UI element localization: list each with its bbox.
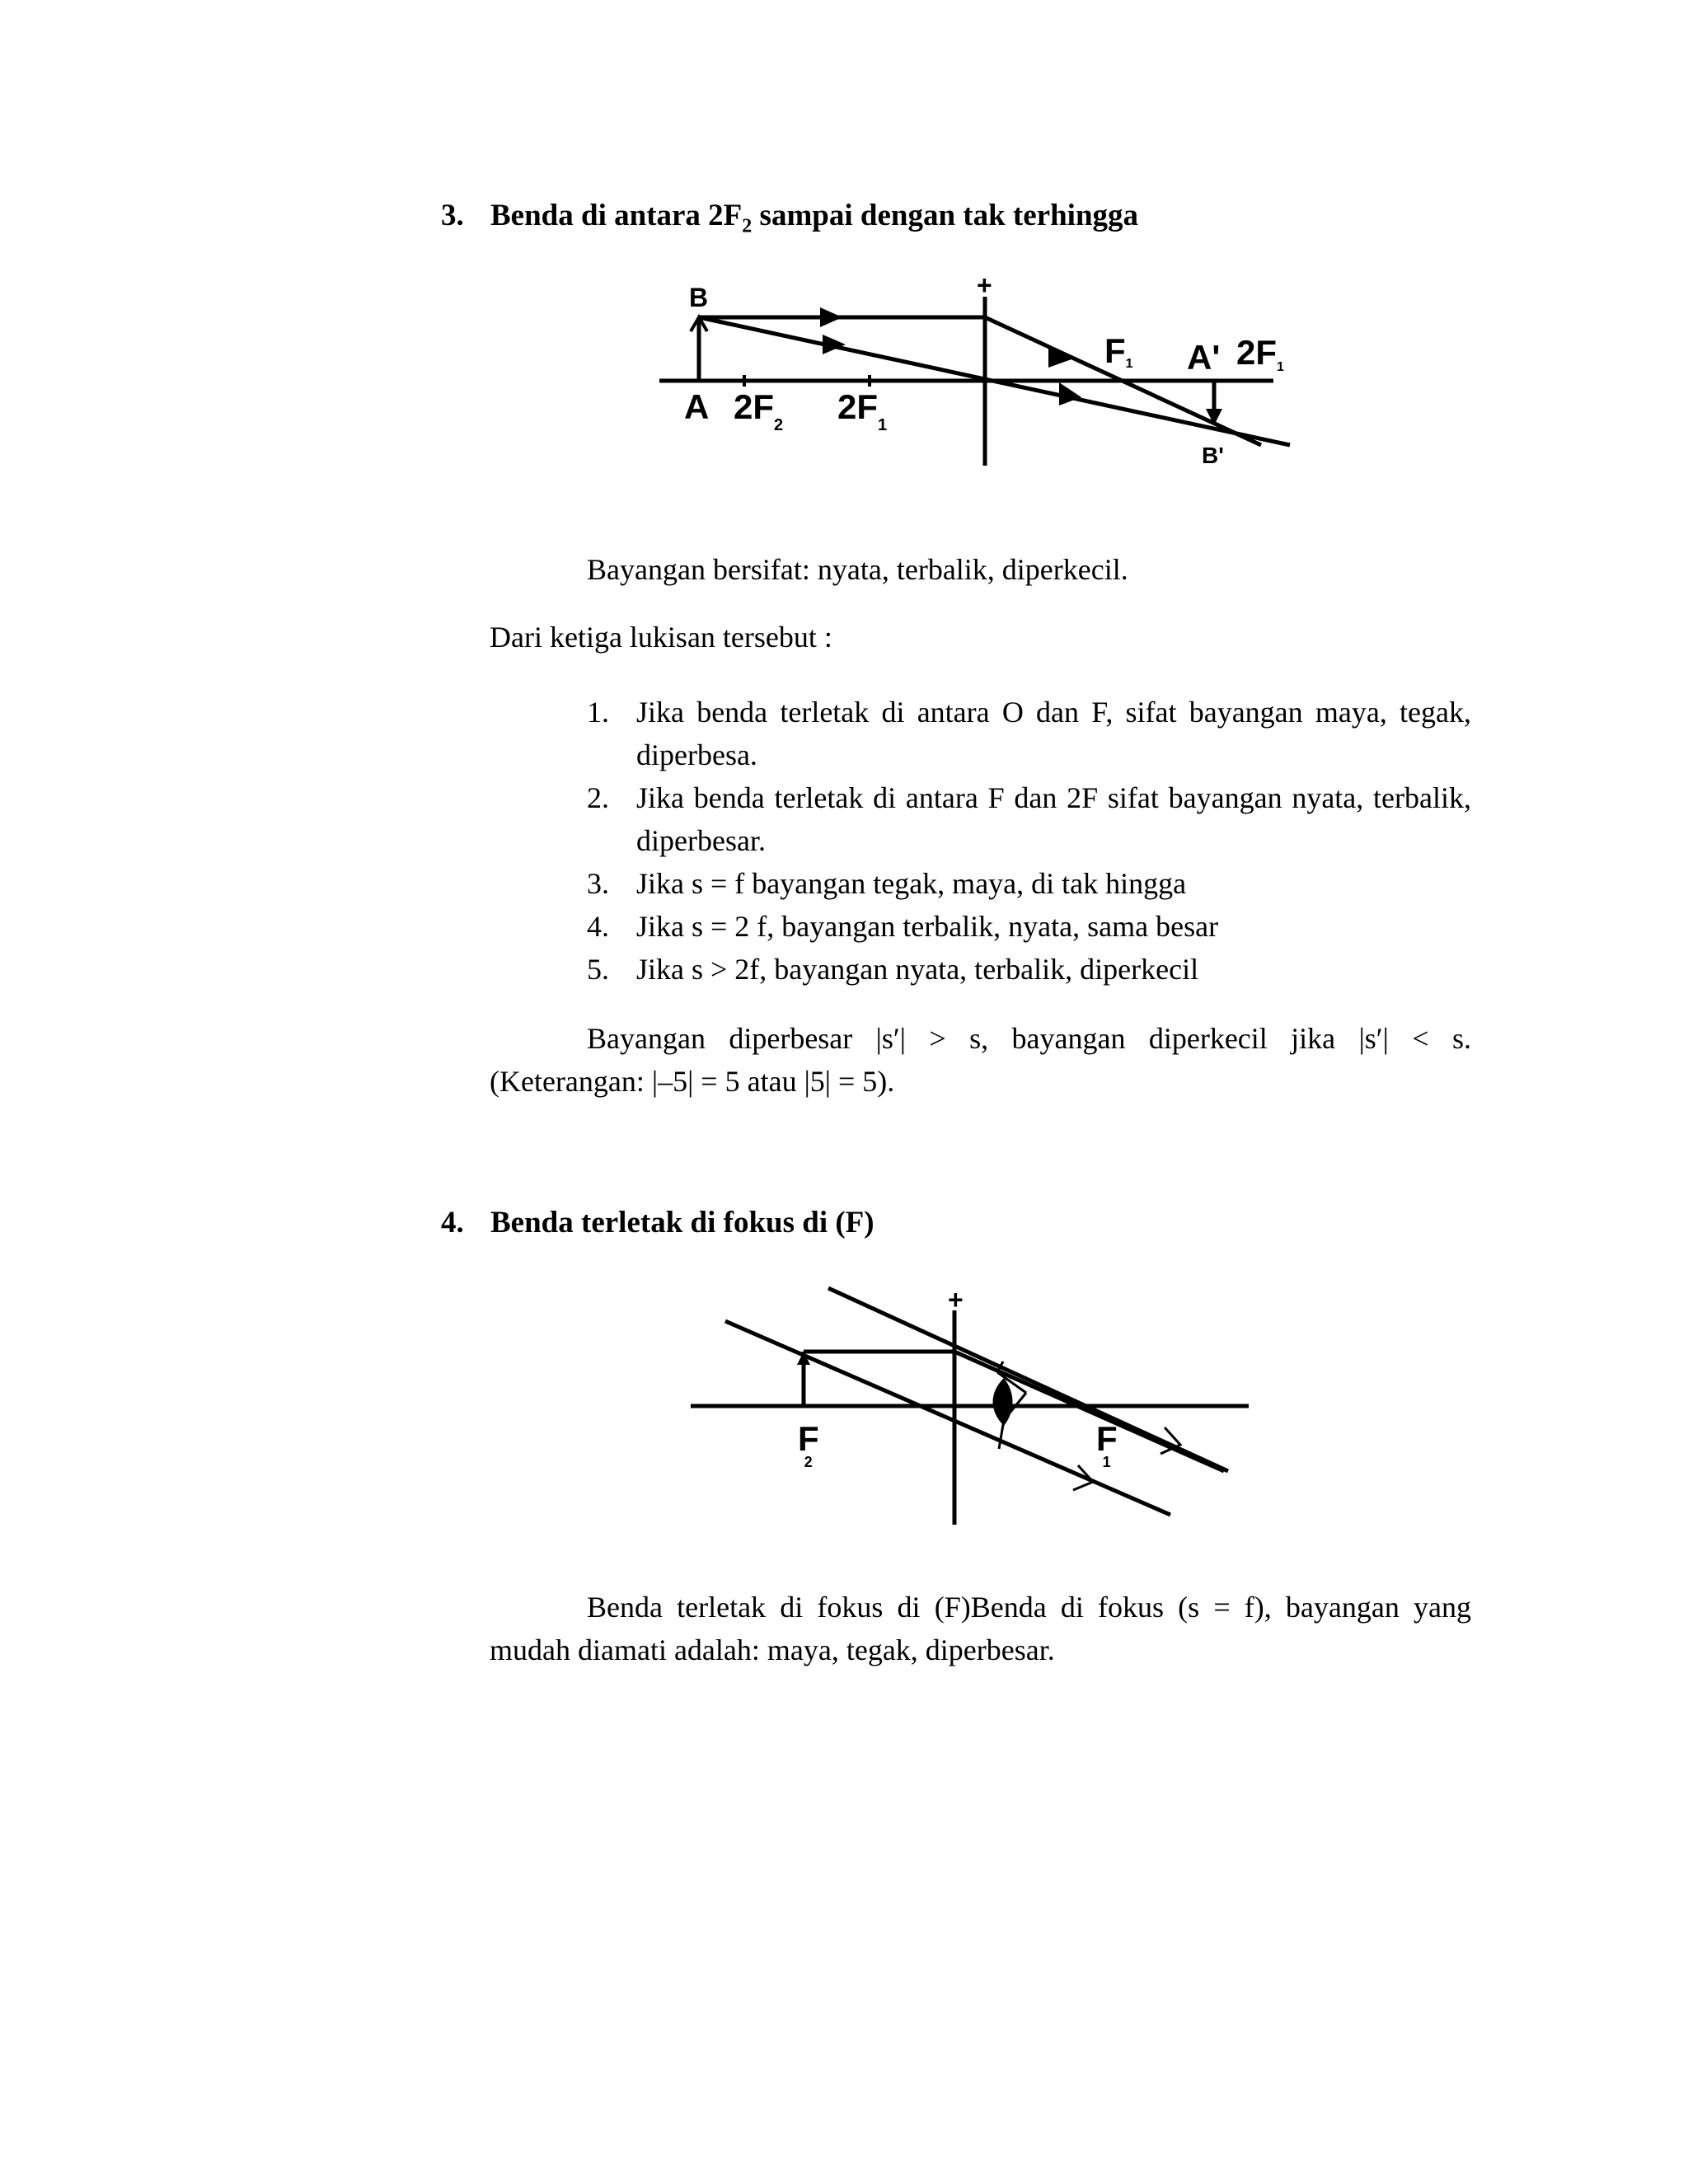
section-3-title: Benda di antara $2F_2$ sampai dengan tak terhingga bbox=[490, 199, 1139, 237]
list-item: 4. Jika s = 2 f, bayangan terbalik, nyata, sama besar bbox=[587, 910, 1219, 943]
ray-arrowhead bbox=[820, 307, 842, 327]
section-4-heading bbox=[441, 1205, 1018, 1246]
list-item: 3. Jika s = f bayangan tegak, maya, di tak hingga bbox=[587, 867, 1187, 900]
diagram-1-caption: Bayangan bersifat: nyata, terbalik, diperkecil. bbox=[587, 553, 1128, 586]
diagram-2-caption: Benda terletak di fokus di (F)Benda di fokus (s = f), bayangan yang mudah diamati adalah: maya, tegak, diperbesar. bbox=[490, 1591, 1471, 1666]
modulus-note: Bayangan diperbesar |s′| > s, bayangan diperkecil jika |s′| < s. (Keterangan: |–5| = 5 atau |5| = 5). bbox=[490, 1022, 1471, 1098]
label-plus: + bbox=[977, 272, 992, 300]
ray-top bbox=[828, 1288, 1228, 1471]
ray-arrowhead bbox=[1059, 382, 1081, 405]
label-2f1-right: 2F1 bbox=[1236, 333, 1284, 374]
label-f2: F 2 bbox=[798, 1419, 819, 1470]
label-a-prime: A' bbox=[1187, 338, 1221, 377]
lens-diagram-object-beyond-2f bbox=[651, 272, 1302, 486]
label-2f1-left: $2F_1$ bbox=[837, 387, 888, 434]
label-f1: F 1 bbox=[1096, 1419, 1118, 1470]
list-item: 2. Jika benda terletak di antara F dan 2F sifat bayangan nyata, terbalik, diperbesar. bbox=[587, 781, 1471, 857]
list-item: 1. Jika benda terletak di antara O dan F, sifat bayangan maya, tegak, diperbesa. bbox=[587, 696, 1471, 771]
section-4-number: 4. bbox=[441, 1206, 464, 1240]
section-3-heading bbox=[441, 198, 1183, 239]
ray-arrowhead bbox=[823, 335, 846, 354]
label-f1: F1 bbox=[1104, 331, 1133, 371]
section-3-number: 3. bbox=[441, 199, 464, 232]
label-2f2: $2F_2$ bbox=[734, 387, 784, 434]
label-plus: + bbox=[948, 1285, 964, 1315]
label-b: B bbox=[689, 283, 709, 312]
lens-diagram-object-at-focus bbox=[684, 1277, 1261, 1533]
eye-icon bbox=[993, 1378, 1013, 1426]
label-b-prime: B' bbox=[1202, 443, 1224, 468]
section-4-title: Benda terletak di fokus di (F) bbox=[490, 1206, 874, 1240]
summary-intro: Dari ketiga lukisan tersebut : bbox=[490, 621, 832, 654]
list-item: 5. Jika s > 2f, bayangan nyata, terbalik, diperkecil bbox=[587, 953, 1199, 986]
label-a: A bbox=[684, 387, 710, 426]
